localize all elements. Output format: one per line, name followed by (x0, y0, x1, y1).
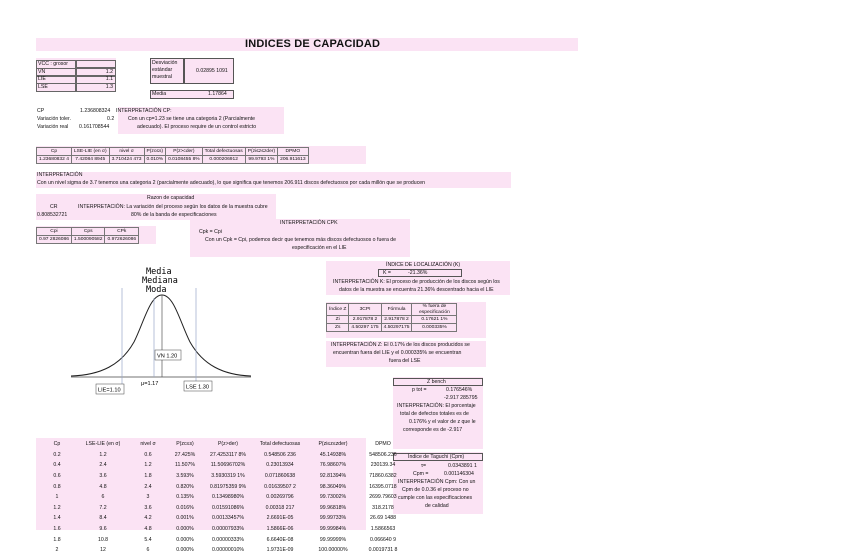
cpk-header-cell: Cpi (37, 228, 72, 236)
z-cell: 2.917878 2 (381, 316, 412, 324)
big-cell: 10.8 (97, 536, 109, 543)
curve-label-media: Media (146, 267, 172, 277)
table-row (38, 472, 406, 481)
big-cell: 3.6 (99, 473, 107, 480)
big-cell: 1.4 (53, 515, 61, 522)
vn-value: 1.2 (76, 68, 116, 77)
var-real-label: Variación real (37, 124, 69, 130)
zbench-p-label: p tot = (412, 387, 427, 393)
cpk-value-row (37, 236, 139, 244)
cpk-interp-title: INTERPRETACIÓN CPK (280, 220, 338, 226)
big-cell: 2 (55, 547, 59, 554)
bell-curve (71, 295, 251, 376)
big-cell: 1.6 (53, 526, 61, 533)
var-real-value: 0.161708544 (79, 124, 110, 130)
cpk-value-cell: 0.97 2826086 (37, 236, 72, 244)
cr-interp-1: INTERPRETACIÓN: La variación del proceso según los datos de la muestra cubre (78, 204, 268, 210)
loc-text1: INTERPRETACIÓN K: El proceso de producción de los discos según los (333, 279, 500, 285)
table-row (38, 525, 406, 534)
sigma-value-row (37, 156, 309, 164)
taguchi-interp-3: cumple con las especificaciones (398, 495, 473, 501)
zbench-interp-1: INTERPRETACIÓN: El porcentaje (397, 403, 476, 409)
sigma-value-cell: 0.010% (144, 156, 166, 164)
big-header-cell: P(z>der) (217, 441, 239, 448)
z-cell: 2.917878 2 (349, 316, 381, 324)
lse-label: LSE 1.30 (186, 384, 210, 391)
big-cell: 2699.79603 (369, 494, 397, 501)
cp-label: CP (37, 108, 45, 114)
var-tol-label: Variación toler. (37, 116, 71, 122)
big-cell: 0.01591086% (211, 504, 245, 511)
desv-value: 0.02895 1091 (196, 67, 228, 74)
big-cell: 0.00000333% (211, 536, 245, 543)
big-cell: 16395.0718 (369, 483, 397, 490)
big-cell: 27.4253117 8% (210, 451, 246, 458)
cpk-text2: especificación en el LIE (292, 245, 347, 251)
table-row (38, 514, 406, 523)
z-interp-1: INTERPRETACIÓN Z: El 0.17% de los discos producidos se (331, 342, 470, 348)
zbench-interp-4: corresponde es de -2.917 (403, 427, 463, 433)
big-cell: 8.4 (99, 515, 107, 522)
table-row (38, 461, 406, 470)
zbench-title: Z bench (427, 379, 446, 385)
cpk-value-cell: 0.972626086 (105, 236, 139, 244)
big-cell: 0.000% (176, 526, 194, 533)
sigma-value-cell: 3.710424 473 (109, 156, 144, 164)
lie-label: LIE=1.10 (98, 387, 121, 394)
z-header-cell: % fuera de especificación (412, 304, 457, 316)
big-cell: 1.9731E-09 (266, 547, 294, 554)
big-cell: 1.2 (144, 462, 152, 469)
curve-label-moda: Moda (146, 285, 167, 295)
big-cell: 0.13498980% (211, 494, 245, 501)
sigma-value-cell: 0.0108455 8% (166, 156, 203, 164)
zbench-p: 0.176546% (446, 387, 473, 393)
z-cell: 4.50297 175 (349, 324, 381, 332)
interp-sigma-title: INTERPRETACIÓN (37, 172, 83, 178)
big-cell: 548506.236 (369, 451, 397, 458)
table-row (38, 504, 406, 513)
cpk-value-cell: 1.500090582 (71, 236, 105, 244)
sigma-header-cell: Total defectuosas (202, 148, 245, 156)
z-header-cell: Fórmula (381, 304, 412, 316)
big-cell: 0.066640 9 (370, 536, 396, 543)
z-interp-2: encuentran fuera del LIE y el 0.000335% se encuentran (333, 350, 462, 356)
big-header-cell: P(zc≤s) (176, 441, 194, 448)
big-cell: 0.6 (53, 473, 61, 480)
normal-curve-diagram (66, 262, 256, 397)
sigma-header-cell: LSE-LIE (en σ) (71, 148, 109, 156)
table-row (38, 546, 406, 555)
cp-interp-line2: adecuado). El proceso require de un control estricto (137, 124, 257, 130)
big-cell: 0.0019731 8 (368, 547, 398, 554)
big-cell: 1.2 (99, 451, 107, 458)
big-cell: 9.6 (99, 526, 107, 533)
taguchi-interp-2: Cpm de 0.0.36 el proceso no (402, 487, 469, 493)
lie-value: 1.1 (76, 75, 116, 84)
big-cell: 45.14938% (319, 451, 347, 458)
big-cell: 4.8 (144, 526, 152, 533)
big-cell: 11.50696702% (210, 462, 246, 469)
big-cell: 1.2 (53, 504, 61, 511)
big-cell: 3.593% (176, 473, 194, 480)
vcc-value (76, 60, 116, 68)
sigma-header-cell: P(zc≤s) (144, 148, 166, 156)
sigma-header-cell: DPMO (278, 148, 308, 156)
z-header-cell: Índice Z (327, 304, 349, 316)
z-cell: Zs (327, 324, 349, 332)
taguchi-t: 0.0343891 1 (448, 463, 477, 469)
sigma-value-cell: 99.9793 1% (245, 156, 277, 164)
big-cell: 71860.6382 (369, 473, 397, 480)
z-cell: 4.50297175 (381, 324, 412, 332)
big-header-cell: Total defectuosas (259, 441, 301, 448)
vn-label: VN (36, 68, 76, 77)
sigma-header-cell: P(zi≤z≤zder) (245, 148, 277, 156)
big-cell: 0.071860638 (264, 473, 296, 480)
vcc-label: VCC : grosor (36, 60, 76, 69)
media-label: Media (152, 91, 167, 97)
sigma-header-cell: nivel σ (109, 148, 144, 156)
big-cell: 1.5866E-06 (266, 526, 294, 533)
big-cell: 2.6691E-05 (266, 515, 294, 522)
var-tol-value: 0.2 (107, 116, 115, 122)
taguchi-cpm: 0.001146304 (444, 471, 474, 477)
big-header-row (38, 440, 406, 449)
table-row (38, 482, 406, 491)
big-cell: 99.99999% (319, 536, 347, 543)
big-cell: 0.548506 236 (264, 451, 296, 458)
z-table (326, 303, 457, 332)
big-cell: 0.016% (176, 504, 194, 511)
cpk-text1: Con un Cpk = Cpi, podemos decir que tenemos más discos defectuosos o fuera de (205, 237, 397, 243)
big-cell: 2.4 (99, 462, 107, 469)
big-cell: 2.4 (144, 483, 152, 490)
taguchi-interp-4: de calidad (425, 503, 449, 509)
big-cell: 1 (55, 494, 59, 501)
z-row (327, 324, 457, 332)
loc-title: ÍNDICE DE LOCALIZACIÓN (K) (386, 262, 461, 268)
cr-interp-2: 80% de la banda de especificaciones (131, 212, 217, 218)
cp-interp-title: INTERPRETACIÓN CP: (116, 108, 172, 114)
big-cell: 6 (101, 494, 105, 501)
big-header-cell: Cp (53, 441, 61, 448)
cp-value: 1.236808324 (80, 108, 111, 114)
taguchi-title: Índice de Taguchi (Cpm) (408, 454, 465, 460)
big-cell: 4.8 (99, 483, 107, 490)
table-row (38, 493, 406, 502)
z-cell: 0.17621 1% (412, 316, 457, 324)
big-cell: 99.73002% (319, 494, 347, 501)
k-label: K = (383, 270, 391, 276)
razon-label: Razon de capacidad (147, 195, 195, 201)
taguchi-cpm-label: Cpm = (413, 471, 429, 477)
big-cell: 12 (100, 547, 106, 554)
big-cell: 0.4 (53, 462, 61, 469)
big-cell: 99.96818% (319, 504, 347, 511)
big-cell: 100.00000% (318, 547, 348, 554)
big-cell: 1.8 (144, 473, 152, 480)
big-cell: 99.99984% (319, 526, 347, 533)
big-cell: 98.36049% (319, 483, 347, 490)
big-cell: 92.81394% (319, 473, 347, 480)
taguchi-t-label: τ= (421, 463, 427, 469)
big-cell: 0.23013934 (266, 462, 294, 469)
big-table (36, 438, 408, 557)
big-cell: 76.98607% (319, 462, 347, 469)
mu-label: μ=1.17 (141, 381, 159, 387)
big-cell: 0.820% (176, 483, 194, 490)
lse-label: LSE (36, 83, 76, 92)
lie-label: LIE (36, 75, 76, 84)
big-cell: 0.00269796 (266, 494, 294, 501)
vn-label: VN 1.20 (157, 353, 178, 360)
media-value: 1.17864 (208, 91, 227, 97)
big-cell: 0.2 (53, 451, 61, 458)
big-cell: 3 (146, 494, 150, 501)
taguchi-interp-1: INTERPRETACIÓN Cpm: Con un (398, 479, 476, 485)
z-row (327, 316, 457, 324)
big-cell: 0.001% (176, 515, 194, 522)
cpk-header-row (37, 228, 139, 236)
big-cell: 1.8 (53, 536, 61, 543)
cp-interp-line1: Con un cp=1.23 se tiene una categoria 2 (Parcialmente (128, 116, 256, 122)
page-title: INDICES DE CAPACIDAD (245, 38, 381, 50)
big-cell: 6.6640E-08 (266, 536, 294, 543)
big-cell: 11.507% (174, 462, 196, 469)
z-interp-3: fuera del LSE (389, 358, 421, 364)
cpk-table (36, 227, 139, 244)
z-cell: Zi (327, 316, 349, 324)
big-cell: 1.5866563 (370, 526, 396, 533)
sigma-header-cell: P(z>cder) (166, 148, 203, 156)
big-cell: 0.00318 217 (265, 504, 295, 511)
big-header-cell: LSE-LIE (en σ) (85, 441, 121, 448)
big-cell: 7.2 (99, 504, 107, 511)
zbench-z: -2.917 285795 (444, 395, 478, 401)
big-cell: 27.425% (174, 451, 196, 458)
big-cell: 0.01639507 2 (264, 483, 296, 490)
big-cell: 4.2 (144, 515, 152, 522)
big-cell: 0.000% (176, 536, 194, 543)
z-header-row (327, 304, 457, 316)
sigma-value-cell: 1.23680832 4 (37, 156, 72, 164)
sigma-header-row (37, 148, 309, 156)
k-value: -21.36% (408, 270, 428, 276)
z-header-cell: 3CPI (349, 304, 381, 316)
big-cell: 0.00133457% (211, 515, 245, 522)
big-cell: 3.6 (144, 504, 152, 511)
big-header-cell: nivel σ (140, 441, 156, 448)
table-row (38, 451, 406, 460)
big-cell: 3.5930319 1% (211, 473, 245, 480)
big-cell: 0.000% (176, 547, 194, 554)
table-row (38, 535, 406, 544)
big-cell: 99.99733% (319, 515, 347, 522)
cpk-header-cell: Cps (71, 228, 105, 236)
sigma-table (36, 147, 309, 164)
cr-label: CR (50, 204, 58, 210)
desv-label-3: muestral (152, 74, 172, 80)
sigma-value-cell: 7.42084 8945 (71, 156, 109, 164)
sigma-header-cell: Cp (37, 148, 72, 156)
lse-value: 1.3 (76, 83, 116, 92)
sigma-value-cell: 206.911613 (278, 156, 308, 164)
big-cell: 318.2178 (372, 504, 394, 511)
big-header-cell: DPMO (375, 441, 391, 448)
big-cell: 0.00007933% (211, 526, 245, 533)
sigma-value-cell: 0.000206912 (202, 156, 245, 164)
cr-value: 0.808532721 (37, 212, 68, 218)
big-cell: 0.135% (176, 494, 194, 501)
zbench-interp-2: total de defectos totales es de (400, 411, 469, 417)
big-cell: 0.6 (144, 451, 152, 458)
desv-label-1: Desviación (152, 60, 178, 66)
big-cell: 230139.34 (370, 462, 396, 469)
z-cell: 0.000335% (412, 324, 457, 332)
big-cell: 0.81975359 9% (209, 483, 247, 490)
big-cell: 0.00000010% (211, 547, 245, 554)
interp-sigma-text: Con un nivel sigma de 3.7 tenemos una categoria 2 (parcialmente adecuado), lo que significa que tenemos 206.911 discos defectuosos por cada millón que se producen (37, 180, 426, 186)
big-cell: 0.8 (53, 483, 61, 490)
big-header-cell: P(zi≤z≤zder) (318, 441, 348, 448)
big-cell: 26.69 1488 (370, 515, 396, 522)
desv-label-2: estándar (152, 67, 173, 73)
cpk-header-cell: CPk (105, 228, 139, 236)
cpk-eq: Cpk = Cpi (199, 229, 222, 235)
loc-text2: datos de la muestra se encuentra 21.36% descentrado hacia el LIE (339, 287, 494, 293)
big-cell: 6 (146, 547, 150, 554)
curve-label-mediana: Mediana (142, 276, 178, 286)
zbench-interp-3: 0.176% y el valor de z que le (409, 419, 476, 425)
big-cell: 5.4 (144, 536, 152, 543)
